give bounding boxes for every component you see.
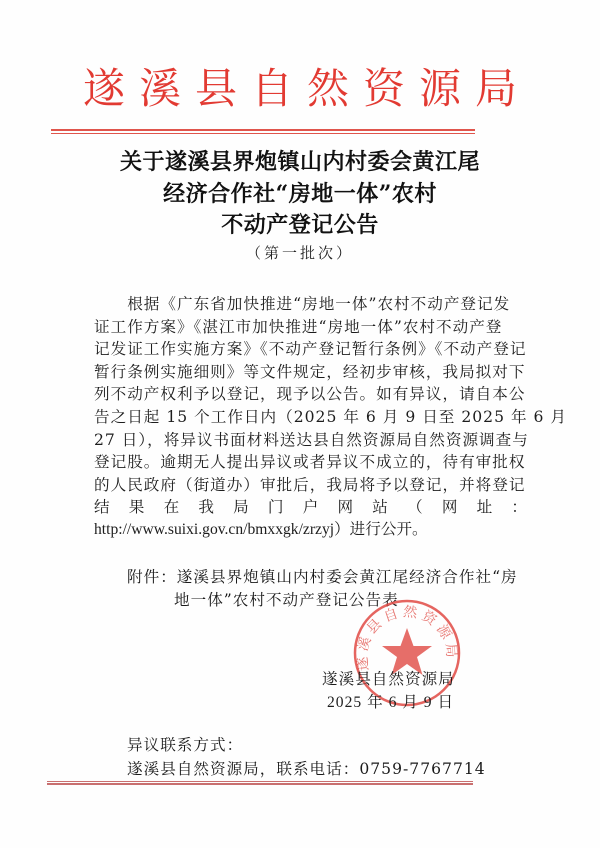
body-line: 的人民政府（街道办）审批后，我局将予以登记，并将登记 (94, 475, 526, 494)
char: 址 (476, 498, 494, 517)
body-line: 27 日），将异议书面材料送达县自然资源局自然资源调查与 (94, 430, 529, 449)
issue-date: 2025 年 6 月 9 日 (327, 694, 455, 711)
body-line: 告之日起 15 个工作日内（2025 年 6 月 9 日至 2025 年 6 月 (94, 407, 568, 426)
svg-text:遂溪县自然资源局: 遂溪县自然资源局 (354, 603, 460, 672)
char: 我 (198, 498, 215, 517)
char: 网 (337, 498, 355, 517)
char: 门 (267, 498, 285, 517)
attachment-line-2: 地一体”农村不动产登记公告表 (174, 591, 399, 609)
notice-title-line-3: 不动产登记公告 (221, 212, 379, 238)
body-line: 根据《广东省加快推进“房地一体”农村不动产登记发 (94, 295, 511, 313)
body-line-justified (94, 496, 528, 519)
char: （ (407, 498, 424, 517)
issuer-name: 遂溪县自然资源局 (322, 670, 455, 688)
char: ： (511, 498, 528, 517)
letterhead-organization: 遂溪县自然资源局 (82, 64, 531, 113)
char: 网 (441, 498, 459, 517)
char: 在 (163, 498, 181, 517)
body-line: 暂行条例实施细则》等文件规定，经初步审核，我局拟对下 (94, 362, 526, 381)
char: 站 (372, 498, 389, 517)
char: 果 (128, 498, 146, 517)
notice-body (94, 293, 568, 542)
body-line: 记发证工作实施方案》《不动产登记暂行条例》《不动产登记 (94, 340, 527, 359)
footer-red-rule (47, 781, 473, 785)
contact-detail: 遂溪县自然资源局，联系电话：0759-7767714 (127, 760, 486, 778)
notice-title-line-1: 关于遂溪县界炮镇山内村委会黄江尾 (119, 149, 480, 175)
letterhead-red-rule (51, 129, 475, 134)
website-link-line[interactable]: http://www.suixi.gov.cn/bmxxgk/zrzyj）进行公开。 (94, 520, 428, 538)
notice-title-line-2: 经济合作社“房地一体”农村 (163, 181, 437, 207)
char: 局 (233, 498, 250, 517)
char: 结 (94, 498, 111, 517)
body-line: 证工作方案》《湛江市加快推进“房地一体”农村不动产登 (94, 317, 503, 336)
body-line: 登记股。逾期无人提出异议或者异议不成立的，待有审批权 (94, 453, 526, 472)
contact-label: 异议联系方式： (127, 736, 244, 754)
attachment-line-1: 附件：遂溪县界炮镇山内村委会黄江尾经济合作社“房 (127, 568, 518, 586)
char: 户 (302, 498, 320, 517)
body-line: 列不动产权利予以登记，现予以公告。如有异议，请自本公 (94, 385, 526, 404)
notice-batch: （第一批次） (245, 244, 354, 262)
